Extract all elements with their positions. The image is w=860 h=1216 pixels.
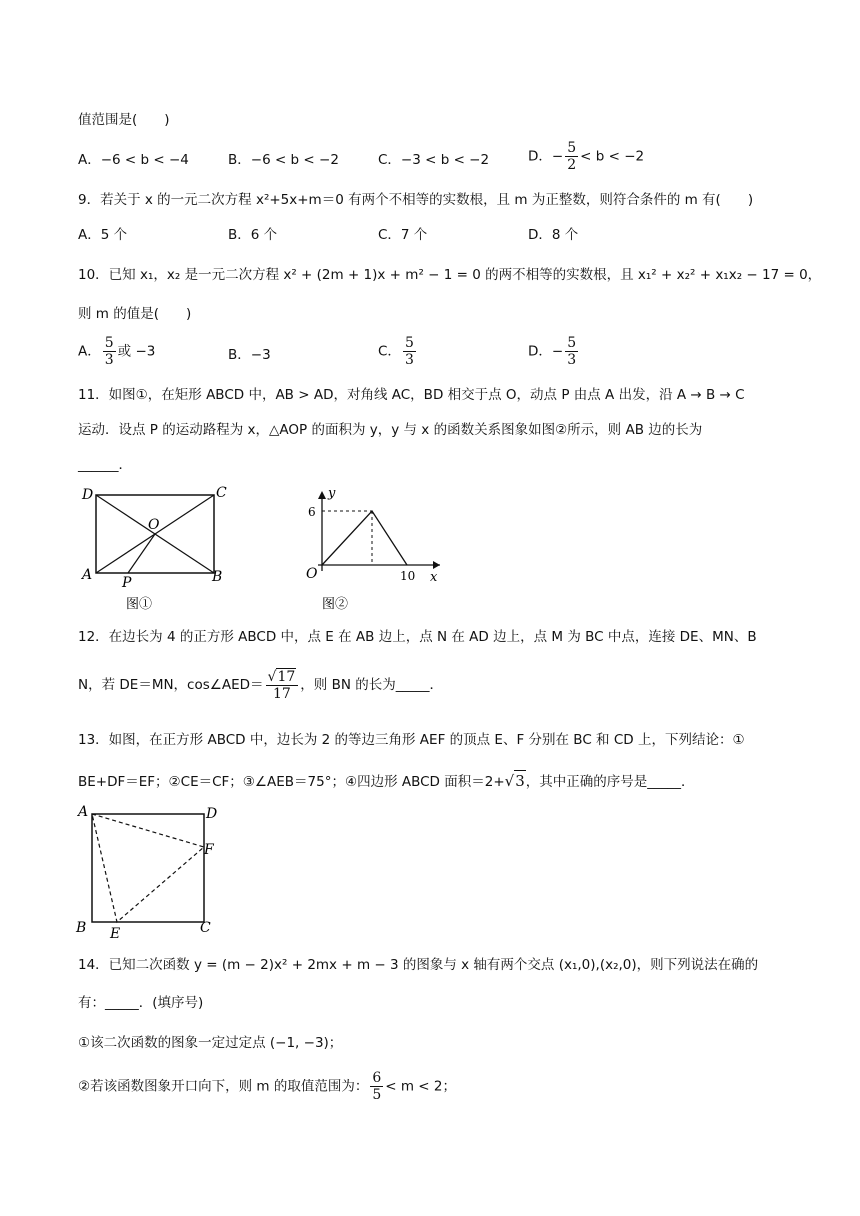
q10-option-d-fraction: $\frac{5}{3}$ bbox=[567, 335, 577, 368]
q8-stem-tail: 值范围是( ) bbox=[78, 112, 170, 128]
label-d: D bbox=[206, 806, 218, 822]
triangle-aef bbox=[92, 814, 204, 922]
q8-option-a: A．−6 < b < −4 bbox=[78, 152, 189, 168]
label-a: A bbox=[82, 567, 93, 583]
q9-option-a: A．5 个 bbox=[78, 227, 128, 243]
segment-op bbox=[128, 534, 155, 573]
q14-stem-line1: 14．已知二次函数 y = (m − 2)x² + 2mx + m − 3 的图象与 x 轴有两个交点 (x₁,0),(x₂,0)，则下列说法在确的 bbox=[78, 957, 759, 973]
label-d: D bbox=[82, 487, 94, 503]
q10-option-a-fraction: $\frac{5}{3}$ bbox=[104, 335, 114, 368]
x-axis-arrow bbox=[433, 561, 440, 569]
q8-option-c: C．−3 < b < −2 bbox=[378, 152, 490, 168]
q11-stem-line2: 运动．设点 P 的运动路程为 x，△AOP 的面积为 y，y 与 x 的函数关系图象如图②所示，则 AB 边的长为 bbox=[78, 422, 703, 438]
q10-stem-line2: 则 m 的值是( ) bbox=[78, 306, 192, 322]
q13-stem-line2: BE+DF＝EF；②CE＝CF；③∠AEB＝75°；④四边形 ABCD 面积＝2+√3，其中正确的序号是_____． bbox=[78, 772, 695, 790]
q14-stem-line2: 有：_____．(填序号) bbox=[78, 995, 204, 1011]
q14-item-2-fraction: $\frac{6}{5}$ bbox=[372, 1070, 382, 1103]
label-e: E bbox=[110, 926, 121, 940]
q13-stem-line1: 13．如图，在正方形 ABCD 中，边长为 2 的等边三角形 AEF 的顶点 E、F 分别在 BC 和 CD 上，下列结论：① bbox=[78, 732, 745, 748]
q8-option-d: D．− $\frac{5}{2}$ < b < −2 bbox=[528, 140, 645, 173]
q8-option-d-fraction: $\frac{5}{2}$ bbox=[567, 140, 577, 173]
q10-option-d: D．− $\frac{5}{3}$ bbox=[528, 335, 577, 368]
q9-stem: 9．若关于 x 的一元二次方程 x²+5x+m＝0 有两个不相等的实数根，且 m 为正整数，则符合条件的 m 有( ) bbox=[78, 192, 754, 208]
label-p: P bbox=[122, 575, 132, 591]
q10-option-c-fraction: $\frac{5}{3}$ bbox=[404, 335, 414, 368]
q12-cos-fraction: $\frac{√17}{17}$ bbox=[266, 668, 299, 702]
q11-figure-1-rectangle bbox=[78, 483, 248, 613]
label-o: O bbox=[148, 517, 160, 533]
q10-option-c: C． $\frac{5}{3}$ bbox=[378, 335, 414, 368]
y-tick-label: 6 bbox=[308, 505, 316, 519]
q9-option-c: C．7 个 bbox=[378, 227, 428, 243]
q13-figure-square bbox=[74, 800, 224, 940]
q14-item-1: ①该二次函数的图象一定过定点 (−1, −3)； bbox=[78, 1035, 343, 1051]
q10-stem-line1: 10．已知 x₁，x₂ 是一元二次方程 x² + (2m + 1)x + m² − 1 = 0 的两不相等的实数根，且 x₁² + x₂² + x₁x₂ − 17 = 0， bbox=[78, 267, 822, 283]
q12-stem-line2: N，若 DE＝MN，cos∠AED＝ $\frac{√17}{17}$ ，则 BN 的长为_____． bbox=[78, 669, 443, 702]
q12-stem-line1: 12．在边长为 4 的正方形 ABCD 中，点 E 在 AB 边上，点 N 在 AD 边上，点 M 为 BC 中点，连接 DE、MN、B bbox=[78, 629, 757, 645]
x-axis-label: x bbox=[430, 570, 438, 585]
label-b: B bbox=[76, 920, 87, 936]
function-graph-line bbox=[322, 511, 407, 565]
origin-label: O bbox=[306, 566, 318, 582]
q11-stem-line3: ______． bbox=[78, 457, 132, 473]
label-b: B bbox=[212, 569, 223, 585]
label-c: C bbox=[200, 920, 211, 936]
q9-option-d: D．8 个 bbox=[528, 227, 579, 243]
label-c: C bbox=[216, 485, 227, 501]
y-axis-label: y bbox=[328, 486, 336, 501]
q11-figure-2-caption: 图② bbox=[322, 597, 349, 612]
x-tick-label: 10 bbox=[400, 569, 416, 583]
y-axis-arrow bbox=[318, 491, 326, 499]
q11-figure-2-graph bbox=[290, 483, 450, 613]
q10-option-a: A． $\frac{5}{3}$ 或 −3 bbox=[78, 335, 156, 368]
label-a: A bbox=[78, 804, 89, 820]
q8-option-b: B．−6 < b < −2 bbox=[228, 152, 339, 168]
q10-option-b: B．−3 bbox=[228, 347, 271, 363]
q11-stem-line1: 11．如图①，在矩形 ABCD 中，AB > AD，对角线 AC，BD 相交于点 O，动点 P 由点 A 出发，沿 A → B → C bbox=[78, 387, 745, 403]
q14-item-2: ②若该函数图象开口向下，则 m 的取值范围为： $\frac{6}{5}$ < m < 2； bbox=[78, 1070, 457, 1103]
label-f: F bbox=[204, 842, 214, 858]
q9-option-b: B．6 个 bbox=[228, 227, 278, 243]
q11-figure-1-caption: 图① bbox=[126, 597, 153, 612]
